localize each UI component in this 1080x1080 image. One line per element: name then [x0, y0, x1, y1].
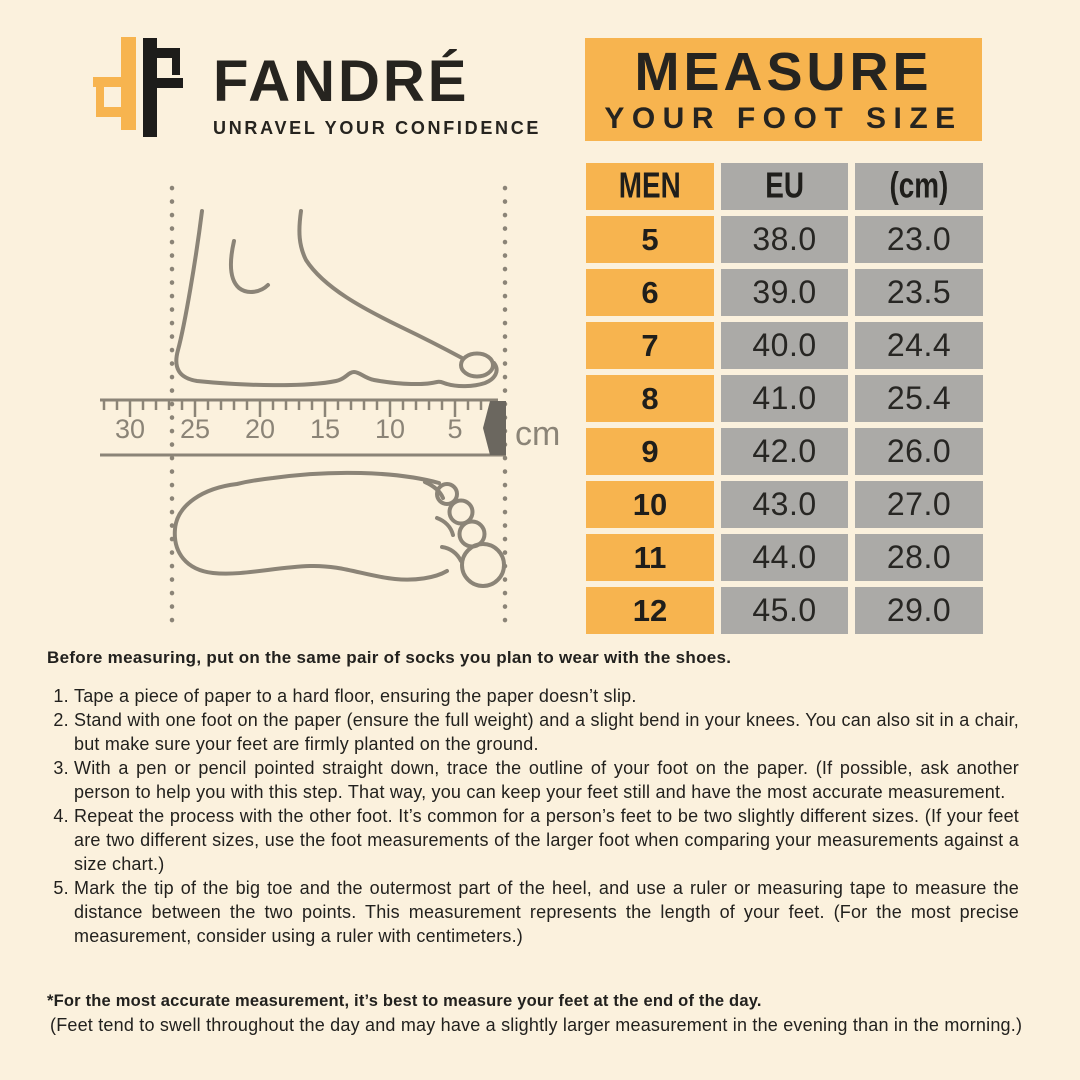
instruction-step: 5. Mark the tip of the big toe and the outermost part of the heel, and use a ruler or measuring tape to measure the distance between the two points. This measurement represents the length of your feet. (For the most precise measurement, consider using a ruler with centimeters.) [74, 876, 1019, 948]
header-label-eu: EU [765, 165, 804, 207]
table-row [586, 428, 983, 475]
cell-men-size: 8 [586, 375, 714, 422]
instructions-section [47, 648, 1019, 948]
ruler-label-20: 20 [244, 414, 276, 444]
brand-logo-icon [88, 32, 198, 144]
table-row [586, 375, 983, 422]
instruction-step: 4. Repeat the process with the other foot. It’s common for a person’s feet to be two slightly different sizes. (If your feet are two different sizes, use the foot measurements of the larger foot when comparing your measurements against a size chart.) [74, 804, 1019, 876]
ruler-label-5: 5 [447, 414, 463, 444]
instruction-step: 1. Tape a piece of paper to a hard floor, ensuring the paper doesn’t slip. [74, 684, 1019, 708]
side-foot-sketch [176, 211, 496, 386]
table-header-row [586, 163, 983, 210]
ruler-sketch [100, 400, 560, 455]
ruler-label-15: 15 [309, 414, 341, 444]
table-row [586, 322, 983, 369]
instruction-step: 2. Stand with one foot on the paper (ensure the full weight) and a slight bend in your knees. You can also sit in a chair, but make sure your feet are firmly planted on the ground. [74, 708, 1019, 756]
cell-cm-value: 28.0 [855, 534, 983, 581]
header-cell-men [586, 163, 714, 210]
header-cell-eu [721, 163, 848, 210]
footnote-section [47, 992, 1037, 1036]
size-table [586, 163, 983, 634]
brand-tagline: UNRAVEL YOUR CONFIDENCE [213, 118, 542, 138]
cell-eu-value: 44.0 [721, 534, 848, 581]
ruler-label-25: 25 [179, 414, 211, 444]
cell-men-size: 7 [586, 322, 714, 369]
brand-text-block [213, 49, 542, 144]
ruler-label-30: 30 [114, 414, 146, 444]
ruler-label-10: 10 [374, 414, 406, 444]
instructions-list [47, 684, 1019, 948]
cell-men-size: 11 [586, 534, 714, 581]
header-cell-cm [855, 163, 983, 210]
title-banner [585, 38, 982, 141]
header-label-men: MEN [619, 165, 681, 207]
cell-eu-value: 43.0 [721, 481, 848, 528]
footnote-bold: *For the most accurate measurement, it’s best to measure your feet at the end of the day. [47, 992, 762, 1010]
cell-men-size: 9 [586, 428, 714, 475]
header-label-cm: (cm) [889, 165, 949, 207]
cell-men-size: 10 [586, 481, 714, 528]
cell-cm-value: 23.0 [855, 216, 983, 263]
banner-title: MEASURE [634, 41, 933, 102]
instruction-step: 3. With a pen or pencil pointed straight down, trace the outline of your foot on the paper. (If possible, ask another person to help you with this step. That way, you can keep your feet still and have the most accurate measurement. [74, 756, 1019, 804]
brand-header [88, 32, 541, 144]
cell-cm-value: 26.0 [855, 428, 983, 475]
footnote-normal: (Feet tend to swell throughout the day and may have a slightly larger measurement in the evening than in the morning.) [50, 1015, 1023, 1035]
cell-eu-value: 41.0 [721, 375, 848, 422]
ruler-marker-wedge [483, 401, 506, 455]
cell-eu-value: 40.0 [721, 322, 848, 369]
sole-foot-sketch [175, 473, 504, 586]
table-row [586, 587, 983, 634]
cell-cm-value: 27.0 [855, 481, 983, 528]
table-row [586, 216, 983, 263]
cell-eu-value: 38.0 [721, 216, 848, 263]
cell-cm-value: 23.5 [855, 269, 983, 316]
banner-subtitle: YOUR FOOT SIZE [604, 101, 963, 135]
table-row [586, 534, 983, 581]
foot-measurement-diagram [95, 185, 565, 625]
cell-cm-value: 29.0 [855, 587, 983, 634]
cell-eu-value: 39.0 [721, 269, 848, 316]
cell-cm-value: 24.4 [855, 322, 983, 369]
cell-eu-value: 42.0 [721, 428, 848, 475]
cell-cm-value: 25.4 [855, 375, 983, 422]
cell-men-size: 12 [586, 587, 714, 634]
ruler-ticks [104, 401, 481, 417]
cell-men-size: 6 [586, 269, 714, 316]
table-row [586, 481, 983, 528]
table-row [586, 269, 983, 316]
cell-men-size: 5 [586, 216, 714, 263]
ruler-unit-label: cm [515, 415, 561, 453]
brand-name: FANDRÉ [213, 49, 470, 114]
cell-eu-value: 45.0 [721, 587, 848, 634]
instructions-intro: Before measuring, put on the same pair of socks you plan to wear with the shoes. [47, 648, 732, 667]
